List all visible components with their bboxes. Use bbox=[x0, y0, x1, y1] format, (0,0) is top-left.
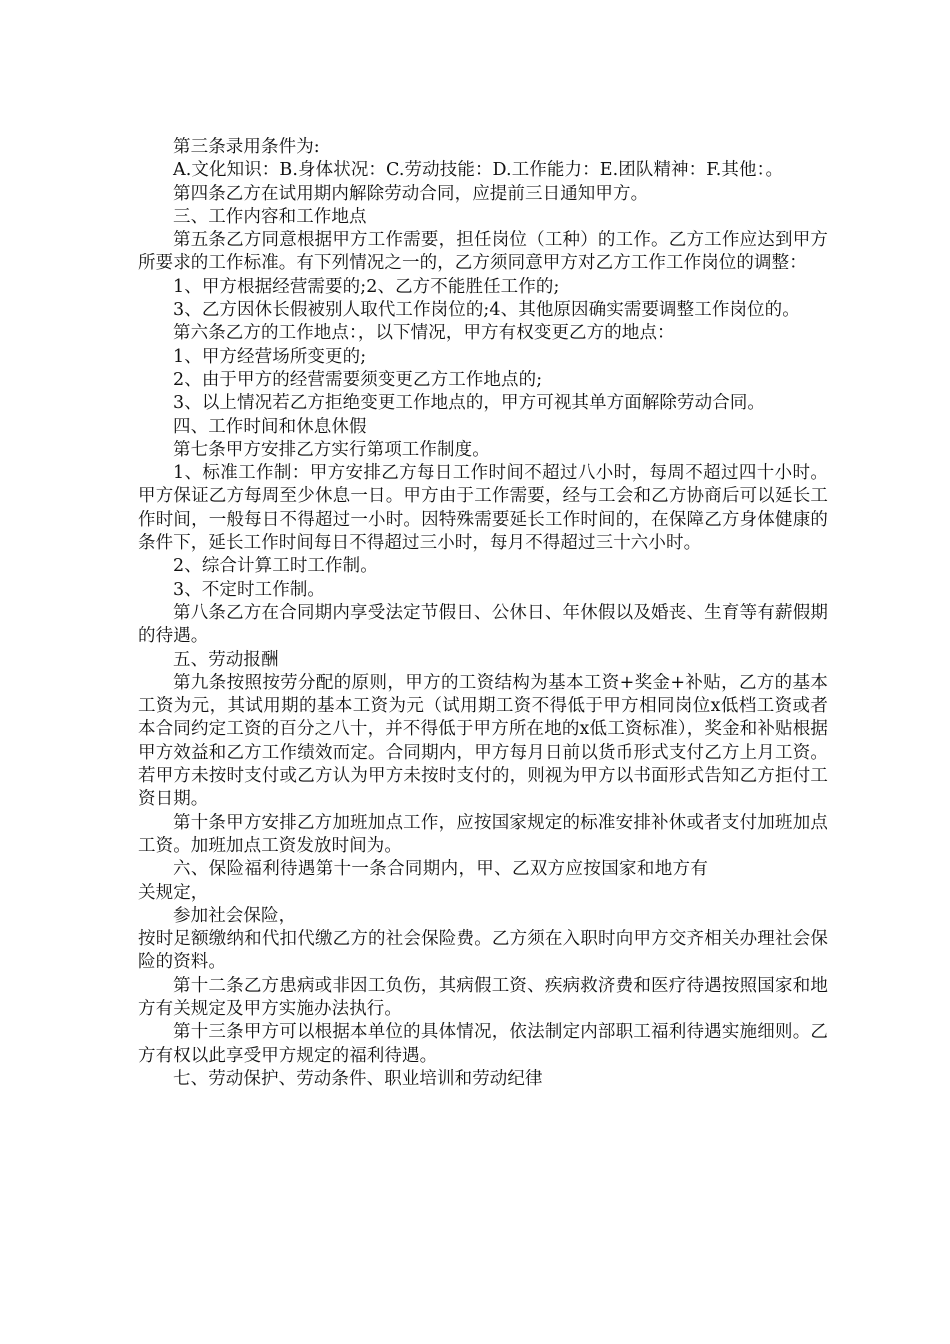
paragraph-article-4: 第四条乙方在试用期内解除劳动合同，应提前三日通知甲方。 bbox=[173, 183, 649, 204]
paragraph-list-item: 2、综合计算工时工作制。 bbox=[173, 556, 378, 577]
paragraph-list-item: 3、不定时工作制。 bbox=[173, 579, 326, 600]
section-heading-6: 六、保险福利待遇第十一条合同期内，甲、乙双方应按国家和地方有关规定， bbox=[138, 859, 708, 903]
paragraph-list-item: 1、甲方根据经营需要的;2、乙方不能胜任工作的; bbox=[173, 276, 560, 297]
paragraph-list-item: 2、由于甲方的经营需要须变更乙方工作地点的; bbox=[173, 369, 543, 390]
document-body bbox=[138, 136, 828, 1091]
paragraph-list-item: 3、乙方因休长假被别人取代工作岗位的;4、其他原因确实需要调整工作岗位的。 bbox=[173, 300, 800, 321]
section-heading-3: 三、工作内容和工作地点 bbox=[173, 206, 367, 227]
paragraph-article-7: 第七条甲方安排乙方实行第项工作制度。 bbox=[173, 439, 490, 460]
paragraph-conditions-list: A.文化知识：B.身体状况：C.劳动技能：D.工作能力：E.团队精神：F.其他：。 bbox=[173, 160, 784, 181]
section-heading-7: 七、劳动保护、劳动条件、职业培训和劳动纪律 bbox=[173, 1068, 543, 1089]
paragraph-list-item: 1、标准工作制：甲方安排乙方每日工作时间不超过八小时，每周不超过四十小时。甲方保证乙方每周至少休息一日。甲方由于工作需要，经与工会和乙方协商后可以延长工作时间，一般每日不得超过一小时。因特殊需要延长工作时间的，在保障乙方身体健康的条件下，延长工作时间每日不得超过三小时，每月不得超过三十六小时。 bbox=[138, 463, 828, 554]
paragraph-article-5: 第五条乙方同意根据甲方工作需要，担任岗位（工种）的工作。乙方工作应达到甲方所要求的工作标准。有下列情况之一的，乙方须同意甲方对乙方工作工作岗位的调整： bbox=[138, 230, 828, 274]
paragraph-article-3: 第三条录用条件为: bbox=[173, 137, 320, 157]
paragraph-article-8: 第八条乙方在合同期内享受法定节假日、公休日、年休假以及婚丧、生育等有薪假期的待遇。 bbox=[138, 602, 828, 647]
section-heading-4: 四、工作时间和休息休假 bbox=[173, 416, 367, 437]
section-heading-5: 五、劳动报酬 bbox=[173, 649, 279, 670]
paragraph-insurance-payment: 按时足额缴纳和代扣代缴乙方的社会保险费。乙方须在入职时向甲方交齐相关办理社会保险的资料。 bbox=[138, 929, 828, 973]
paragraph-article-13: 第十三条甲方可以根据本单位的具体情况，依法制定内部职工福利待遇实施细则。乙方有权以此享受甲方规定的福利待遇。 bbox=[138, 1022, 828, 1066]
paragraph-article-6: 第六条乙方的工作地点：，以下情况，甲方有权变更乙方的地点： bbox=[173, 323, 675, 344]
paragraph-list-item: 1、甲方经营场所变更的; bbox=[173, 346, 367, 367]
paragraph-list-item: 3、以上情况若乙方拒绝变更工作地点的，甲方可视其单方面解除劳动合同。 bbox=[173, 393, 766, 414]
paragraph-article-12: 第十二条乙方患病或非因工负伤，其病假工资、疾病救济费和医疗待遇按照国家和地方有关规定及甲方实施办法执行。 bbox=[138, 975, 828, 1019]
paragraph-article-9: 第九条按照按劳分配的原则，甲方的工资结构为基本工资+奖金+补贴，乙方的基本工资为元，其试用期的基本工资为元（试用期工资不得低于甲方相同岗位x低档工资或者本合同约定工资的百分之八十，并不得低于甲方所在地的x低工资标准），奖金和补贴根据甲方效益和乙方工作绩效而定。合同期内，甲方每月日前以货币形式支付乙方上月工资。若甲方未按时支付或乙方认为甲方未按时支付的，则视为甲方以书面形式告知乙方拒付工资日期。 bbox=[138, 672, 828, 810]
paragraph-article-10: 第十条甲方安排乙方加班加点工作，应按国家规定的标准安排补休或者支付加班加点工资。加班加点工资发放时间为。 bbox=[138, 812, 828, 856]
paragraph-social-insurance: 参加社会保险， bbox=[173, 905, 297, 926]
